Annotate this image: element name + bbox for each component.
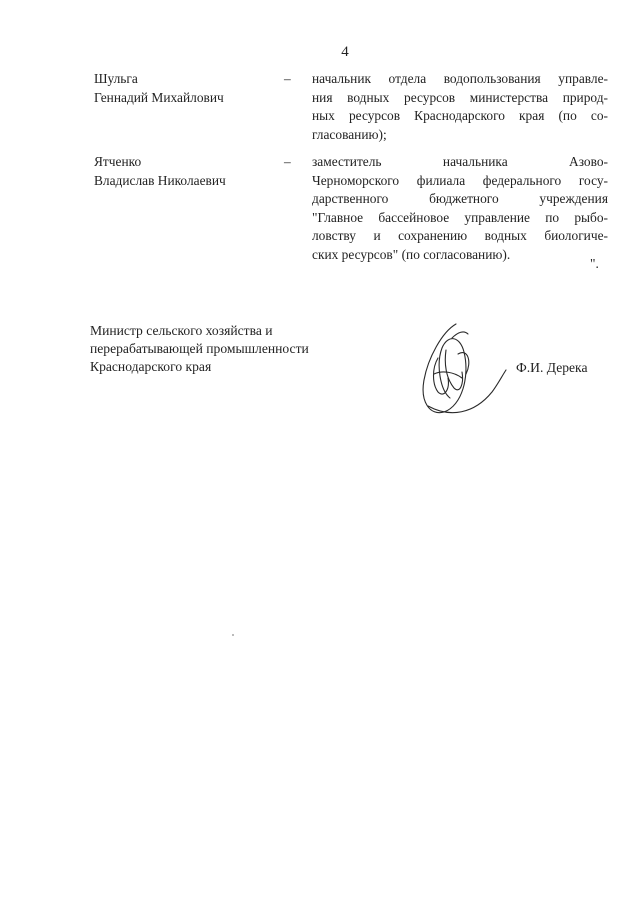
role-line: "Главное бассейновое управление по рыбо- xyxy=(312,209,608,225)
role-line: ских ресурсов" (по согласованию). xyxy=(312,246,511,262)
member-surname: Шульга xyxy=(94,71,138,86)
role-line: ния водных ресурсов министерства природ- xyxy=(312,89,608,105)
position-line: перерабатывающей промышленности xyxy=(90,341,309,356)
member-given-names: Геннадий Михайлович xyxy=(94,89,224,105)
handwritten-signature xyxy=(398,318,510,428)
member-name xyxy=(94,70,274,107)
position-line: Министр сельского хозяйства и xyxy=(90,323,273,338)
member-name xyxy=(94,153,274,190)
role-line: начальник отдела водопользования управле- xyxy=(312,71,608,86)
dash-separator: – xyxy=(284,71,291,86)
signer-name: Ф.И. Дерека xyxy=(516,360,588,375)
member-role xyxy=(312,153,608,264)
closing-quote: ". xyxy=(590,256,599,271)
member-role xyxy=(312,70,608,144)
role-line: заместитель начальника Азово- xyxy=(312,154,608,169)
role-line: гласованию); xyxy=(312,126,387,142)
signatory-position xyxy=(90,322,309,376)
role-line: дарственного бюджетного учреждения xyxy=(312,191,608,206)
page-number: 4 xyxy=(341,44,349,60)
position-line: Краснодарского края xyxy=(90,359,212,374)
role-line: Черноморского филиала федерального госу- xyxy=(312,172,608,188)
member-given-names: Владислав Николаевич xyxy=(94,172,226,188)
role-line: ных ресурсов Краснодарского края (по со- xyxy=(312,108,608,123)
member-surname: Ятченко xyxy=(94,154,142,169)
scan-speck xyxy=(232,634,234,636)
dash-separator: – xyxy=(284,154,291,169)
role-line: ловству и сохранению водных биологиче- xyxy=(312,228,608,243)
